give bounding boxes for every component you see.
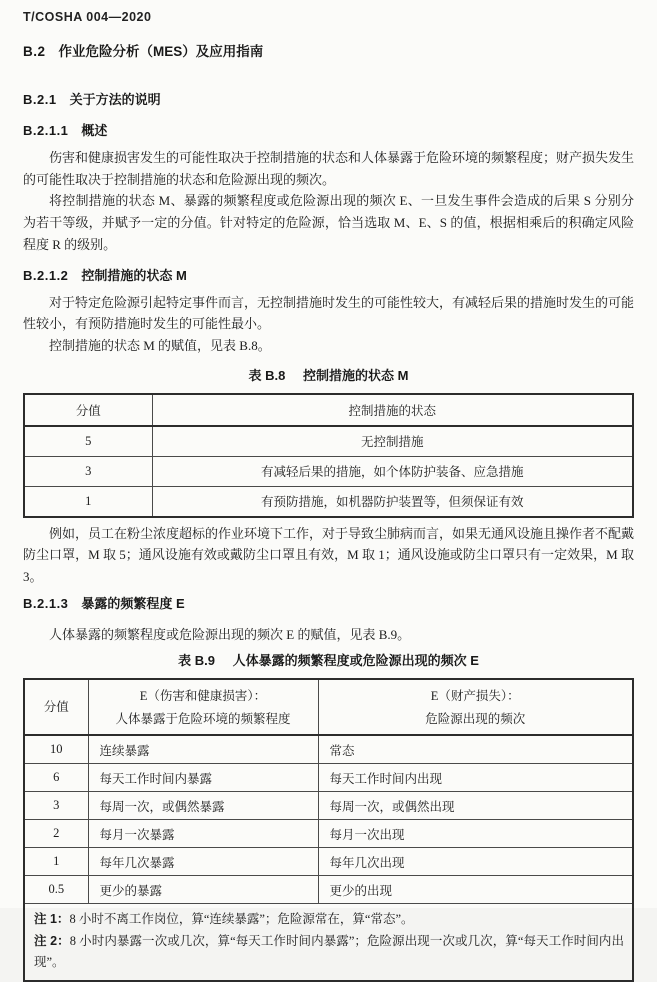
cell-property: 每周一次，或偶然出现: [318, 792, 633, 820]
note-1-label: 注 1：: [34, 912, 70, 927]
cell-score: 3: [24, 792, 88, 820]
paragraph-b212-example: 例如，员工在粉尘浓度超标的作业环境下工作，对于导致尘肺病而言，如果无通风设施且操作者不配戴防尘口罩，M 取 5；通风设施有效或戴防尘口罩且有效，M 取 1；通风设施或防尘口罩只有一定效果，M 取 3。: [23, 525, 635, 585]
section-title: 概述: [81, 123, 108, 138]
table-b8: [23, 393, 634, 518]
table-row: [24, 848, 633, 876]
cell-score: 5: [24, 426, 152, 457]
section-title: 暴露的频繁程度 E: [81, 595, 185, 611]
table-b8-header-score: 分值: [24, 394, 152, 426]
note-1: [34, 909, 624, 931]
table-b9-caption: [23, 650, 634, 669]
paragraph-b212-2: 控制措施的状态 M 的赋值，见表 B.8。: [49, 337, 271, 353]
table-b8-caption: [23, 365, 634, 384]
paragraph-b211-1: 伤害和健康损害发生的可能性取决于控制措施的状态和人体暴露于危险环境的频繁程度；财产损失发生的可能性取决于控制措施的状态和危险源出现的频次。: [23, 150, 635, 187]
header-line-1: E（财产损失）：: [430, 688, 520, 703]
paragraph-b213-1: 人体暴露的频繁程度或危险源出现的频次 E 的赋值，见表 B.9。: [49, 626, 411, 642]
cell-injury: 每月一次暴露: [88, 820, 318, 848]
doc-number: T/COSHA 004—2020: [23, 10, 152, 24]
table-row: [24, 735, 633, 764]
table-b9-notes: [24, 904, 633, 981]
cell-injury: 每周一次，或偶然暴露: [88, 792, 318, 820]
section-title: 作业危险分析（MES）及应用指南: [58, 44, 264, 59]
table-caption-title: 控制措施的状态 M: [303, 367, 409, 383]
table-row: [24, 764, 633, 792]
cell-score: 6: [24, 764, 88, 792]
section-label: B.2: [23, 44, 46, 59]
section-heading-b21: [23, 89, 634, 108]
table-caption-title: 人体暴露的频繁程度或危险源出现的频次 E: [232, 653, 479, 669]
table-b9-header-score: 分值: [24, 679, 88, 735]
cell-score: 3: [24, 456, 152, 486]
cell-state: 无控制措施: [152, 426, 633, 457]
note-1-text: 8 小时不离工作岗位，算“连续暴露”；危险源常在，算“常态”。: [69, 912, 414, 927]
paragraph-b211-2: 将控制措施的状态 M、暴露的频繁程度或危险源出现的频次 E、一旦发生事件会造成的后果 S 分别分为若干等级，并赋予一定的分值。针对特定的危险源，恰当选取 M、E、S 的值，根据相乘后的积确定风险程度 R 的级别。: [23, 193, 634, 252]
note-2-text: 8 小时内暴露一次或几次，算“每天工作时间内暴露”；危险源出现一次或几次，算“每天工作时间内出现”。: [34, 933, 624, 970]
table-row: [24, 820, 633, 848]
table-b9-notes-row: [24, 904, 633, 981]
note-2: [34, 931, 624, 974]
section-title: 控制措施的状态 M: [81, 267, 187, 283]
section-title: 关于方法的说明: [69, 92, 161, 107]
cell-injury: 每天工作时间内暴露: [88, 764, 318, 792]
cell-injury: 连续暴露: [88, 735, 318, 764]
cell-injury: 更少的暴露: [88, 876, 318, 904]
table-b9-header-property: [318, 679, 633, 735]
table-row: [24, 792, 633, 820]
section-heading-b2: [23, 40, 634, 60]
table-row: [24, 876, 633, 904]
cell-property: 每月一次出现: [318, 820, 633, 848]
cell-score: 1: [24, 848, 88, 876]
section-heading-b211: [23, 120, 634, 139]
cell-state: 有预防措施，如机器防护装置等，但须保证有效: [152, 486, 633, 517]
table-row: [24, 456, 633, 486]
table-row: [24, 486, 633, 517]
cell-injury: 每年几次暴露: [88, 848, 318, 876]
table-b9-header-injury: [88, 679, 318, 735]
section-label: B.2.1: [23, 92, 57, 107]
note-2-label: 注 2：: [34, 933, 70, 948]
table-row: [24, 426, 633, 457]
cell-score: 0.5: [24, 876, 88, 904]
cell-property: 更少的出现: [318, 876, 633, 904]
section-heading-b212: [23, 265, 634, 284]
section-label: B.2.1.2: [23, 267, 69, 283]
table-b8-header-state: 控制措施的状态: [152, 394, 633, 426]
section-heading-b213: [23, 593, 634, 612]
section-label: B.2.1.1: [23, 123, 69, 138]
header-line-1: E（伤害和健康损害）：: [139, 688, 267, 703]
cell-score: 2: [24, 820, 88, 848]
cell-property: 每天工作时间内出现: [318, 764, 633, 792]
cell-property: 常态: [318, 735, 633, 764]
table-caption-label: 表 B.9: [178, 653, 215, 669]
cell-property: 每年几次出现: [318, 848, 633, 876]
paragraph-b212-1: 对于特定危险源引起特定事件而言，无控制措施时发生的可能性较大，有减轻后果的措施时发生的可能性较小，有预防措施时发生的可能性最小。: [23, 294, 635, 332]
header-line-2: 危险源出现的频次: [425, 711, 526, 726]
header-line-2: 人体暴露于危险环境的频繁程度: [115, 711, 291, 726]
table-b9-header-row: [24, 679, 633, 735]
cell-score: 10: [24, 735, 88, 764]
table-b8-header-row: [24, 394, 633, 426]
table-caption-label: 表 B.8: [248, 367, 286, 383]
cell-state: 有减轻后果的措施，如个体防护装备、应急措施: [152, 456, 633, 486]
table-b9: [23, 678, 634, 982]
section-label: B.2.1.3: [23, 595, 69, 611]
cell-score: 1: [24, 486, 152, 517]
